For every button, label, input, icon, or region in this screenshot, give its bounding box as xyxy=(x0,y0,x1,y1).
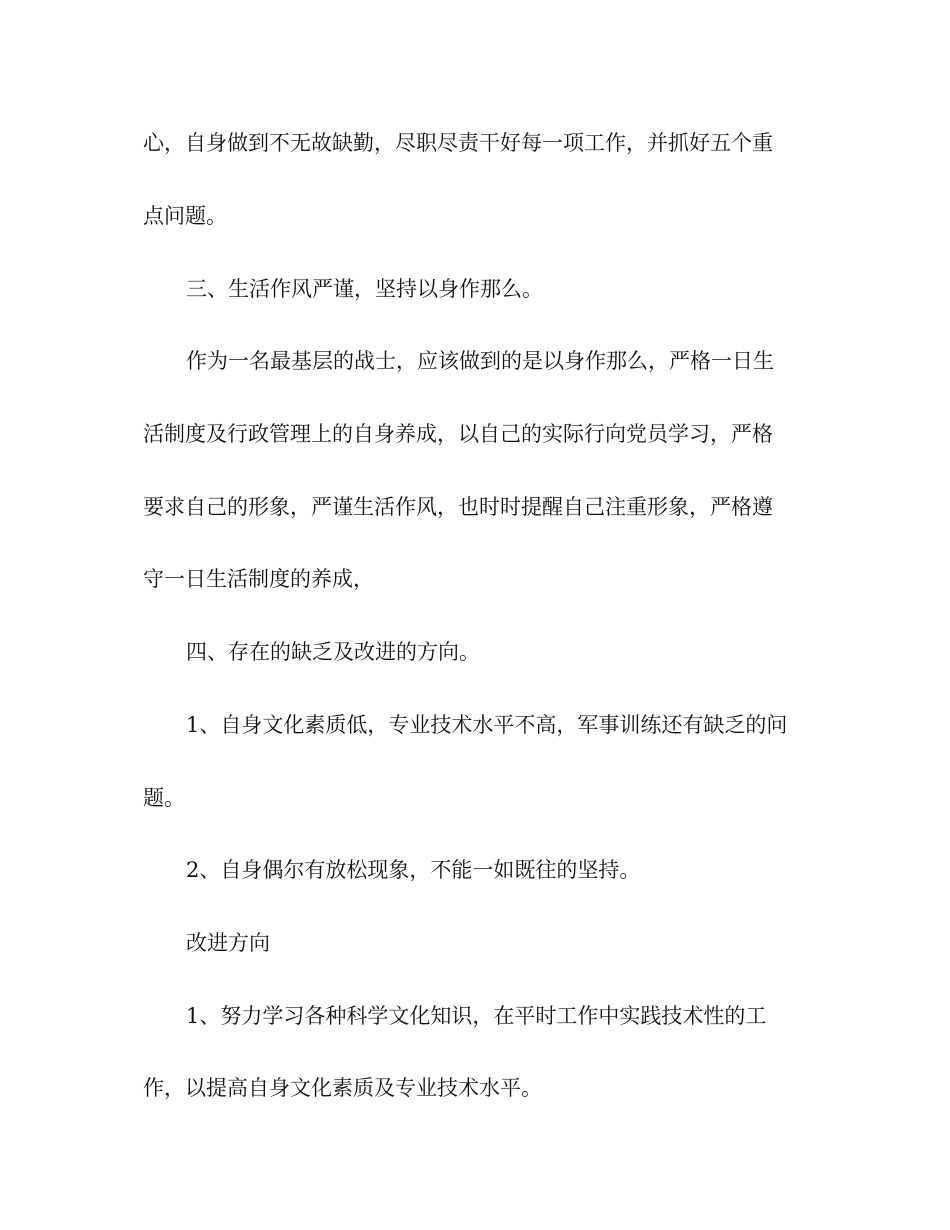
list-item-continuation: 作，以提高自身文化素质及专业技术水平。 xyxy=(143,1076,542,1100)
paragraph-line: 作为一名最基层的战士，应该做到的是以身作那么，严格一日生 xyxy=(186,349,774,373)
paragraph-line: 守一日生活制度的养成， xyxy=(143,567,374,591)
paragraph-line: 点问题。 xyxy=(143,204,227,228)
section-heading: 四、存在的缺乏及改进的方向。 xyxy=(186,640,480,664)
section-heading: 三、生活作风严谨，坚持以身作那么。 xyxy=(186,277,543,301)
subheading: 改进方向 xyxy=(186,931,270,955)
list-item: 2、自身偶尔有放松现象，不能一如既往的坚持。 xyxy=(186,858,641,882)
list-item-continuation: 题。 xyxy=(143,786,185,810)
paragraph-line: 要求自己的形象，严谨生活作风，也时时提醒自己注重形象，严格遵 xyxy=(143,495,773,519)
paragraph-line: 心，自身做到不无故缺勤，尽职尽责干好每一项工作，并抓好五个重 xyxy=(143,131,773,155)
list-item: 1、努力学习各种科学文化知识，在平时工作中实践技术性的工 xyxy=(186,1004,767,1028)
paragraph-line: 活制度及行政管理上的自身养成，以自己的实际行向党员学习，严格 xyxy=(143,422,773,446)
list-item: 1、自身文化素质低，专业技术水平不高，军事训练还有缺乏的问 xyxy=(186,713,788,737)
